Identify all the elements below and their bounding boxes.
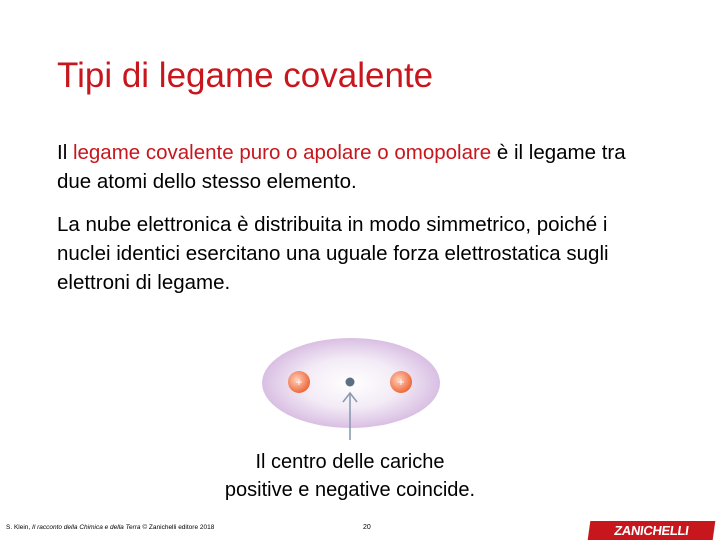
- paragraph-definition: [57, 138, 657, 196]
- footer-publisher: © Zanichelli editore 2018: [140, 524, 215, 531]
- definition-term: legame covalente puro o apolare o omopolare: [72, 141, 492, 164]
- definition-prefix: Il: [57, 141, 73, 164]
- page-number: 20: [363, 524, 371, 531]
- publisher-logo: ZANICHELLI: [588, 521, 716, 540]
- electron-cloud-diagram: [256, 336, 446, 446]
- slide-title: Tipi di legame covalente: [57, 56, 434, 95]
- paragraph-explanation: La nube elettronica è distribuita in modo simmetrico, poiché i nuclei identici esercitano una uguale forza elettrostatica sugli elettroni di legame.: [57, 213, 609, 294]
- nonpolar-bond-figure: [256, 336, 446, 446]
- caption-line-1: Il centro delle cariche: [255, 451, 445, 473]
- right-nucleus-charge: +: [397, 375, 405, 389]
- footer-author: S. Klein,: [6, 524, 33, 531]
- definition-suffix: è il legame tra due atomi dello stesso elemento.: [57, 141, 626, 193]
- footer-credits: [6, 524, 214, 531]
- charge-center-dot: [346, 378, 355, 387]
- footer-book-title: Il racconto della Chimica e della Terra: [32, 524, 141, 531]
- caption-line-2: positive e negative coincide.: [224, 479, 476, 501]
- figure-caption: [190, 448, 510, 504]
- left-nucleus-charge: +: [295, 375, 303, 389]
